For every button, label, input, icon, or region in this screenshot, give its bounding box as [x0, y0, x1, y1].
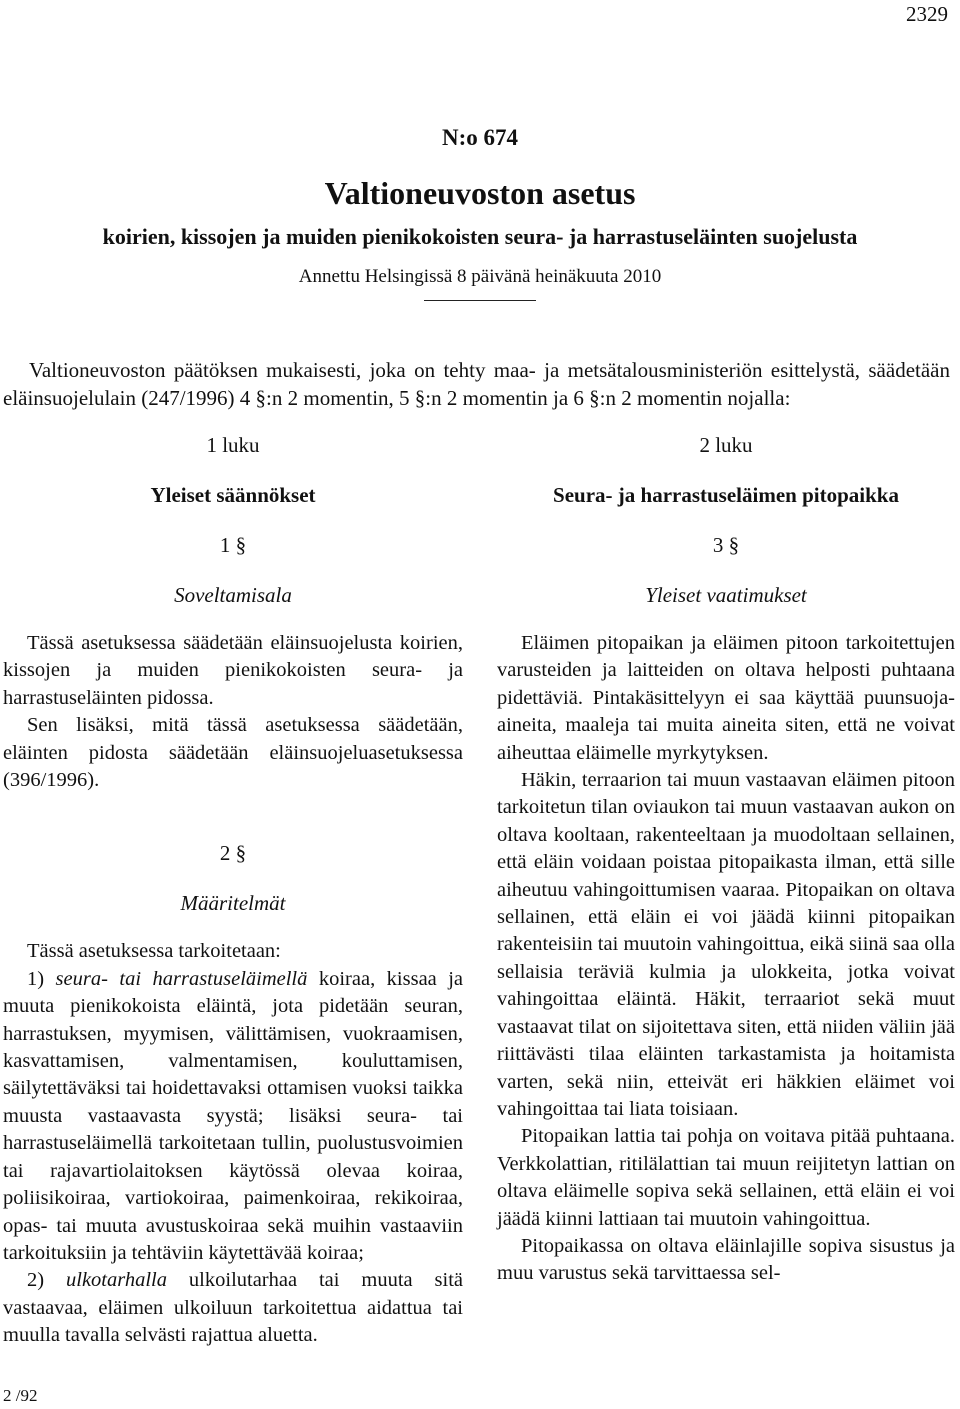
definition-text: koiraa, kissaa ja muuta pienikokoista eläintä, jota pidetään seuran, harrastuksen, myymisen, välittämisen, vuokraamisen, kasvattamisen, valmentamisen, kouluttamisen, säilytettäväksi tai hoidettavaksi ottamisen vuoksi taikka muusta vastaavasta syystä; lisäksi seura- tai harrastuseläimellä tarkoitetaan tullin, puolustusvoimien tai rajavartiolaitoksen käytössä olevaa koiraa, poliisikoiraa, vartiokoiraa, paimenkoiraa, rekikoiraa, opas- tai muuta avustuskoiraa sekä muihin vastaaviin tarkoituksiin ja tehtäviin käytettävää koiraa; [3, 967, 464, 1264]
section-3-paragraph: Pitopaikassa on oltava eläinlajille sopiva sisustus ja muu varustus sekä tarvittaessa sel- [497, 1234, 955, 1285]
footer-code: 2 /92 [3, 1386, 38, 1405]
section-2-intro: Tässä asetuksessa tarkoitetaan: [27, 940, 281, 963]
section-3-number: 3 § [712, 533, 740, 557]
right-column [497, 430, 955, 1288]
section-1-number: 1 § [219, 533, 247, 557]
definition-item [3, 966, 463, 1267]
document-header [0, 122, 960, 301]
page-number: 2329 [906, 2, 948, 26]
section-1-paragraph: Tässä asetuksessa säädetään eläinsuojelusta koirien, kissojen ja muiden pienikokoisten seura- ja harrastuseläinten pidossa. [3, 632, 463, 709]
section-3-title: Yleiset vaatimukset [645, 583, 807, 607]
document-subtitle: koirien, kissojen ja muiden pienikokoisten seura- ja harrastuseläinten suojelusta [102, 224, 858, 249]
act-number: N:o 674 [441, 125, 519, 150]
section-1-title: Soveltamisala [174, 583, 292, 607]
section-2-number: 2 § [219, 841, 247, 866]
defined-term: seura- tai harrastuseläimellä [55, 967, 308, 990]
section-2-title: Määritelmät [180, 891, 286, 916]
section-3-paragraph: Häkin, terraarion tai muun vastaavan eläimen pitoon tarkoitetun tilan oviaukon tai muun vastaavan aukon on oltava kooltaan, rakenteeltaan ja muodoltaan sellainen, että eläin voidaan poistaa pitopaikasta ilman, että sille aiheutuu vahingoittumisen vaaraa. Pitopaikan on oltava sellainen, että eläin ei voi jäädä kiinni pitopaikan rakenteisiin tai muutoin vahingoittua, eikä siinä saa olla sellaisia teräviä kulmia ja ulokkeita, jotka voivat vahingoittaa eläintä. Häkit, terraariot sekä muut vastaavat tilat on sijoitettava siten, että niiden väliin jää riittävästi tilaa eläinten tarkastamista ja hoitamista varten, sekä niin, etteivät eri häkkien eläimet voi vahingoittaa tai liata toisiaan. [497, 769, 955, 1120]
section-3-paragraph: Pitopaikan lattia tai pohja on voitava pitää puhtaana. Verkkolattian, ritilälattian tai muun reijitetyn lattian on oltava eläimelle sopiva sekä sellainen, että eläin ei voi jäädä kiinni lattiaan tai muutoin vahingoittua. [497, 1125, 955, 1230]
definition-item [3, 1267, 463, 1349]
chapter-1-number: 1 luku [206, 433, 260, 457]
given-date: Annettu Helsingissä 8 päivänä heinäkuuta 2010 [298, 266, 662, 287]
chapter-1-title: Yleiset säännökset [150, 483, 316, 507]
defined-term: ulkotarhalla [66, 1269, 167, 1292]
item-number: 2) [27, 1269, 45, 1292]
left-column [3, 430, 463, 1350]
document-title: Valtioneuvoston asetus [324, 175, 636, 211]
section-1-paragraph: Sen lisäksi, mitä tässä asetuksessa säädetään, eläinten pidosta säädetään eläinsuojeluasetuksessa (396/1996). [3, 714, 463, 792]
chapter-2-number: 2 luku [699, 433, 753, 457]
chapter-2-title: Seura- ja harrastuseläimen pitopaikka [553, 483, 899, 507]
item-number: 1) [27, 967, 45, 990]
definition-text: ulkoilutarhaa tai muuta sitä vastaavaa, eläimen ulkoiluun tarkoitettua aidattua tai muulla tavalla selvästi rajattua aluetta. [3, 1269, 464, 1347]
preamble: Valtioneuvoston päätöksen mukaisesti, joka on tehty maa- ja metsätalousministeriön esittelystä, säädetään eläinsuojelulain (247/1996) 4 §:n 2 momentin, 5 §:n 2 momentin ja 6 §:n 2 momentin nojalla: [3, 358, 950, 410]
section-3-paragraph: Eläimen pitopaikan ja eläimen pitoon tarkoitettujen varusteiden ja laitteiden on oltava helposti puhtaana pidettäviä. Pintakäsittelyyn ei saa käyttää puunsuoja-aineita, maaleja tai muita aineita siten, että ne voivat aiheuttaa eläimelle myrkytyksen. [497, 632, 955, 764]
header-rule [424, 300, 536, 301]
